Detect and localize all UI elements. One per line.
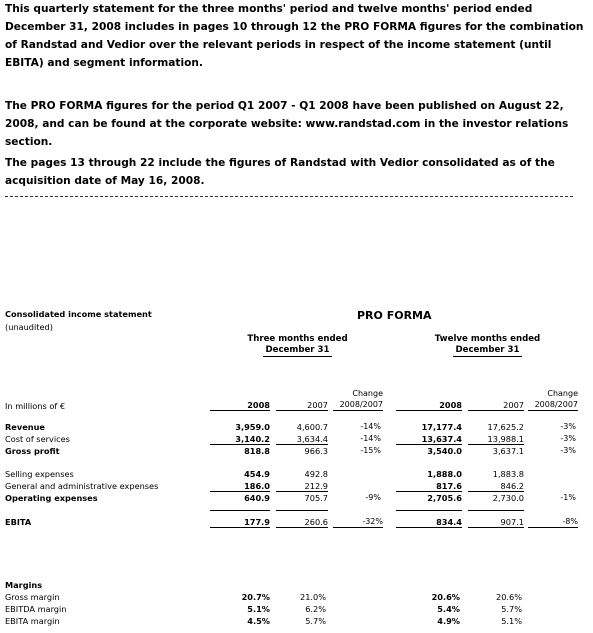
rule-ebita-y-2007: [468, 510, 524, 511]
row-label-ebita: EBITA: [5, 517, 32, 527]
cost-q-2007: 3,634.4: [276, 434, 328, 445]
opex-y-2007: 2,730.0: [492, 493, 524, 503]
ebita-q-change: -32%: [333, 517, 383, 528]
gna-q-2007: 212.9: [276, 481, 328, 492]
rule-ebita-q-2008: [210, 510, 270, 511]
gross-q-2007: 966.3: [304, 446, 328, 456]
col-2008-q: 2008: [210, 400, 270, 411]
ebitda-margin-q-2007: 6.2%: [305, 604, 326, 614]
row-label-operating-expenses: Operating expenses: [5, 493, 98, 503]
gna-q-2008: 186.0: [210, 481, 270, 492]
row-label-revenue: Revenue: [5, 422, 45, 432]
revenue-q-2008: 3,959.0: [235, 422, 270, 432]
selling-y-2007: 1,883.8: [492, 469, 524, 479]
intro-paragraph-2: The PRO FORMA figures for the period Q1 2007 - Q1 2008 have been published on August 22, 2008, and can be found at the corporate website: www.randstad.com in the investor relations section.: [5, 100, 569, 148]
ebita-q-2008: 177.9: [210, 517, 270, 528]
three-months-header: [225, 334, 370, 357]
col-2007-y: 2007: [468, 400, 524, 411]
rule-ebita-y-2008: [396, 510, 462, 511]
gross-margin-q-2008: 20.7%: [241, 592, 270, 602]
twelve-months-header-line1: Twelve months ended: [434, 334, 541, 344]
opex-q-2008: 640.9: [244, 493, 270, 503]
row-label-ebita-margin: EBITA margin: [5, 616, 60, 626]
revenue-q-2007: 4,600.7: [296, 422, 328, 432]
dashed-separator: [5, 196, 573, 197]
statement-subtitle: (unaudited): [5, 322, 53, 332]
change-header-q-line1: Change: [352, 389, 383, 398]
row-label-cost-of-services: Cost of services: [5, 434, 70, 444]
ebita-y-2008: 834.4: [396, 517, 462, 528]
revenue-y-2008: 17,177.4: [421, 422, 462, 432]
row-label-ebitda-margin: EBITDA margin: [5, 604, 67, 614]
row-label-gross-profit: Gross profit: [5, 446, 60, 456]
ebita-y-2007: 907.1: [468, 517, 524, 528]
gross-q-change: -15%: [360, 446, 381, 455]
ebita-margin-q-2008: 4.5%: [247, 616, 270, 626]
change-header-q-line2: 2008/2007: [333, 400, 383, 411]
gross-y-change: -3%: [560, 446, 576, 455]
pro-forma-heading: PRO FORMA: [357, 309, 432, 322]
ebita-margin-y-2007: 5.1%: [501, 616, 522, 626]
ebita-margin-y-2008: 4.9%: [437, 616, 460, 626]
margins-title: Margins: [5, 580, 43, 590]
opex-y-change: -1%: [560, 493, 576, 502]
intro-paragraph-1: This quarterly statement for the three months' period and twelve months' period ended December 31, 2008 includes in pages 10 through 12 the PRO FORMA figures for the combination of Randstad and Vedior over the relevant periods in respect of the income statement (until EBITA) and segment information.: [5, 3, 584, 69]
gna-y-2008: 817.6: [396, 481, 462, 492]
ebitda-margin-q-2008: 5.1%: [247, 604, 270, 614]
row-label-gross-margin: Gross margin: [5, 592, 60, 602]
gross-q-2008: 818.8: [244, 446, 270, 456]
gross-margin-q-2007: 21.0%: [299, 592, 326, 602]
twelve-months-header: [415, 334, 560, 357]
ebita-y-change: -8%: [528, 517, 578, 528]
rule-ebita-q-2007: [276, 510, 328, 511]
selling-q-2008: 454.9: [244, 469, 270, 479]
units-label: In millions of €: [5, 401, 66, 411]
ebita-q-2007: 260.6: [276, 517, 328, 528]
opex-q-2007: 705.7: [304, 493, 328, 503]
cost-q-2008: 3,140.2: [210, 434, 270, 445]
gross-y-2008: 3,540.0: [427, 446, 462, 456]
intro-paragraph-3: The pages 13 through 22 include the figures of Randstad with Vedior consolidated as of the acquisition date of May 16, 2008.: [5, 157, 555, 187]
ebita-margin-q-2007: 5.7%: [305, 616, 326, 626]
ebitda-margin-y-2007: 5.7%: [501, 604, 522, 614]
row-label-general-admin: General and administrative expenses: [5, 481, 159, 491]
revenue-q-change: -14%: [360, 422, 381, 431]
gross-margin-y-2007: 20.6%: [495, 592, 522, 602]
opex-q-change: -9%: [365, 493, 381, 502]
twelve-months-header-line2: December 31: [455, 345, 520, 355]
col-2008-y: 2008: [396, 400, 462, 411]
three-months-header-line2: December 31: [265, 345, 330, 355]
change-header-y-line1: Change: [547, 389, 578, 398]
gna-y-2007: 846.2: [468, 481, 524, 492]
col-2007-q: 2007: [276, 400, 328, 411]
row-label-selling-expenses: Selling expenses: [5, 469, 74, 479]
cost-y-change: -3%: [560, 434, 576, 443]
change-header-y-line2: 2008/2007: [528, 400, 578, 411]
cost-y-2008: 13,637.4: [396, 434, 462, 445]
cost-y-2007: 13,988.1: [468, 434, 524, 445]
cost-q-change: -14%: [360, 434, 381, 443]
gross-margin-y-2008: 20.6%: [431, 592, 460, 602]
selling-q-2007: 492.8: [304, 469, 328, 479]
revenue-y-change: -3%: [560, 422, 576, 431]
revenue-y-2007: 17,625.2: [487, 422, 524, 432]
gross-y-2007: 3,637.1: [492, 446, 524, 456]
opex-y-2008: 2,705.6: [427, 493, 462, 503]
statement-title: Consolidated income statement: [5, 309, 152, 319]
three-months-header-line1: Three months ended: [247, 334, 348, 344]
ebitda-margin-y-2008: 5.4%: [437, 604, 460, 614]
selling-y-2008: 1,888.0: [427, 469, 462, 479]
